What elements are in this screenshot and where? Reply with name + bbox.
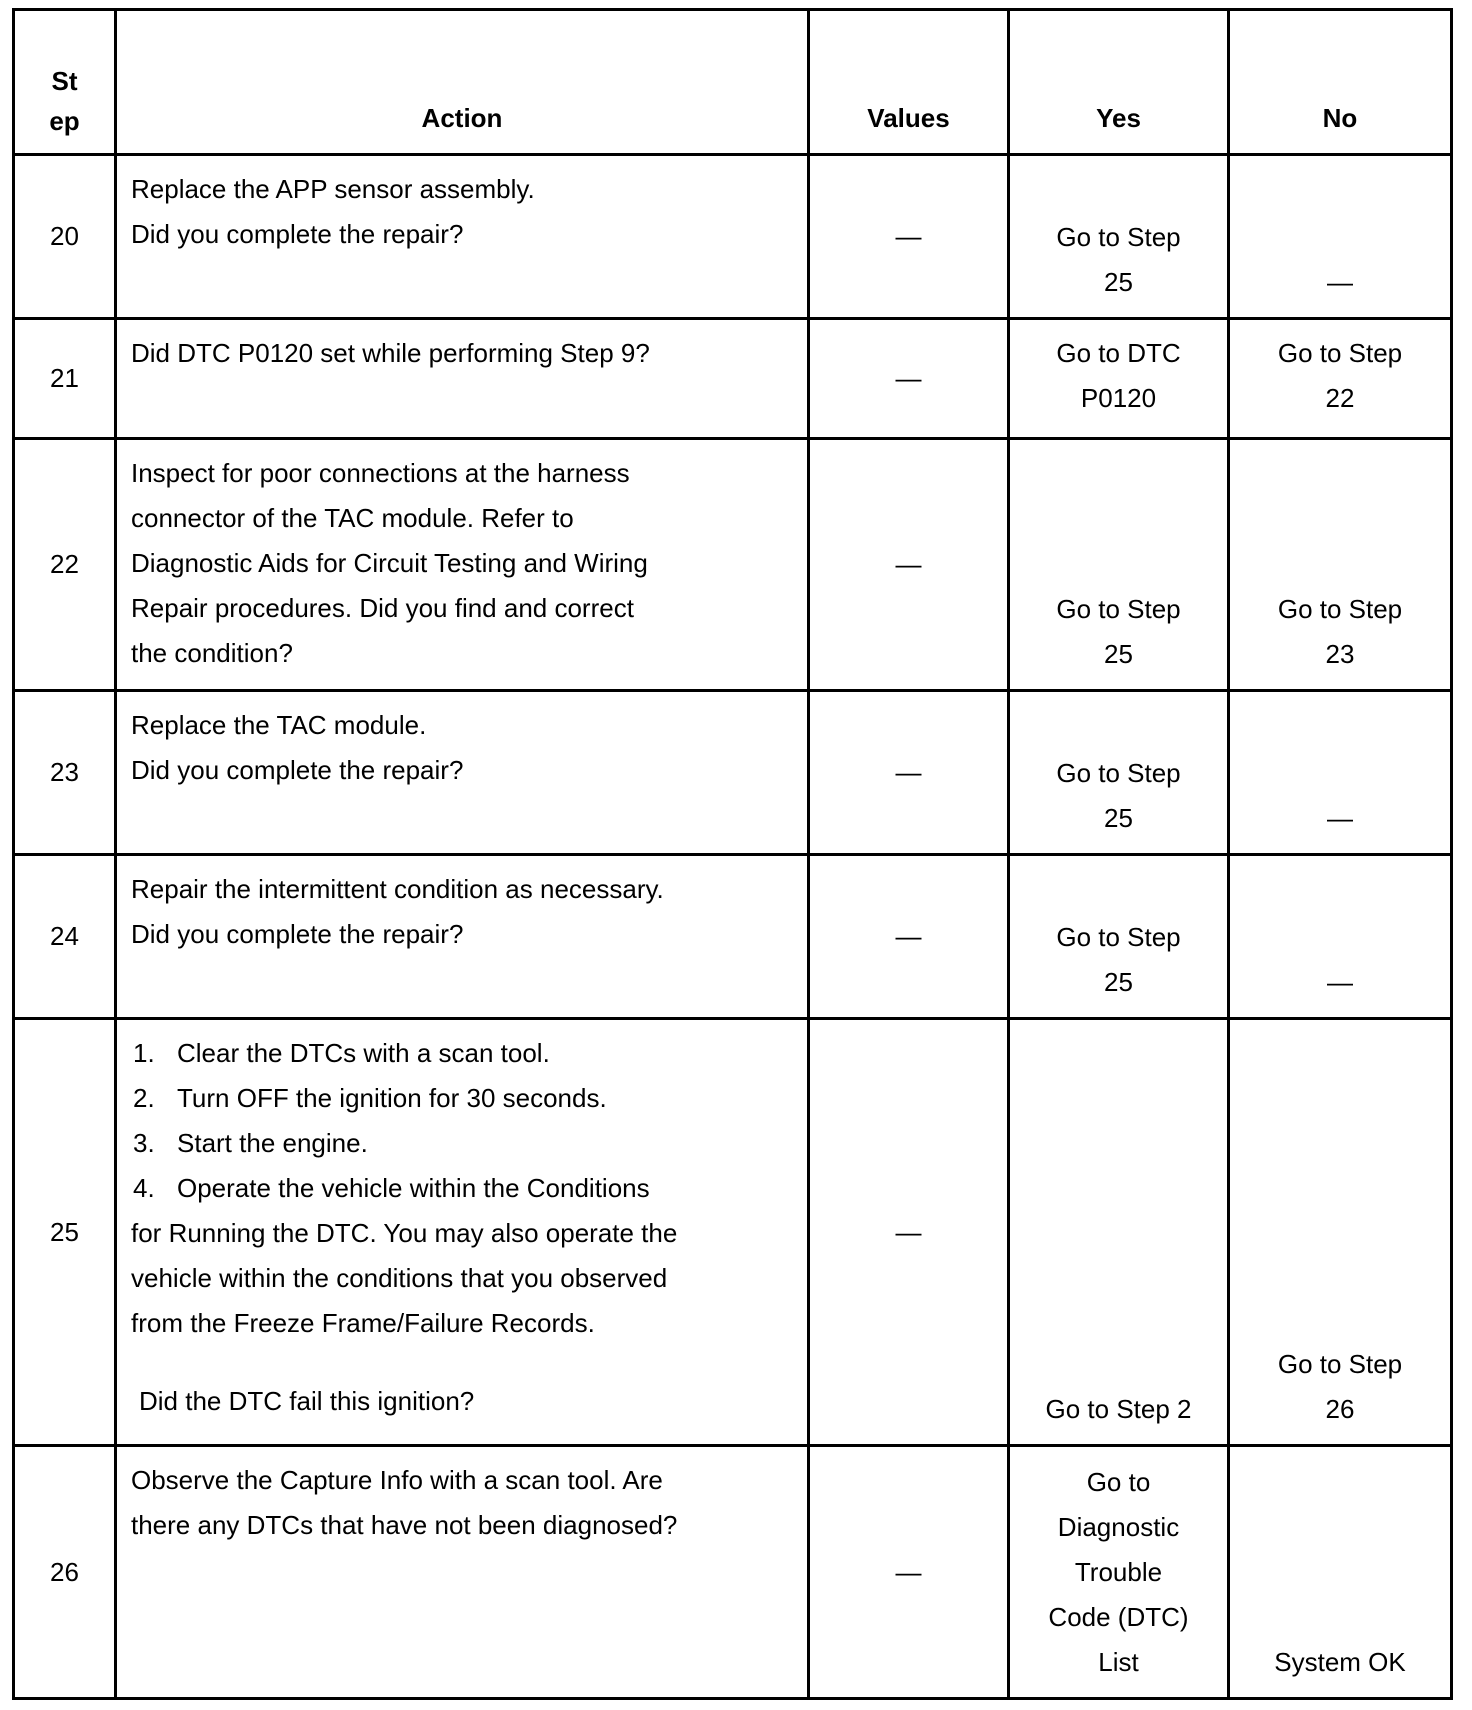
values-cell: — [809, 1446, 1009, 1699]
list-item: 4. Operate the vehicle within the Conditions [133, 1173, 650, 1203]
action-cell: Observe the Capture Info with a scan tool. Are there any DTCs that have not been diagnosed? [116, 1446, 809, 1699]
table-row [14, 1446, 1452, 1699]
table-row [14, 155, 1452, 319]
header-no: No [1229, 10, 1452, 155]
no-cell: — [1229, 155, 1452, 319]
step-number: 23 [14, 691, 116, 855]
table-row [14, 319, 1452, 439]
values-cell: — [809, 319, 1009, 439]
yes-cell: Go to DTC P0120 [1009, 319, 1229, 439]
list-item: 1. Clear the DTCs with a scan tool. [133, 1038, 550, 1068]
header-step: St ep [14, 10, 116, 155]
table-row [14, 855, 1452, 1019]
header-yes: Yes [1009, 10, 1229, 155]
action-cell: Did DTC P0120 set while performing Step 9? [116, 319, 809, 439]
step-number: 22 [14, 439, 116, 691]
action-cell: 1. Clear the DTCs with a scan tool. 2. Turn OFF the ignition for 30 seconds. 3. Start the engine. 4. Operate the vehicle within the Conditions for Running the DTC. You may also operate the vehicle within the conditions that you observed from the Freeze Frame/Failure Records. Did the DTC fail this ignition? [116, 1019, 809, 1446]
yes-cell: Go to Diagnostic Trouble Code (DTC) List [1009, 1446, 1229, 1699]
step-number: 20 [14, 155, 116, 319]
header-action: Action [116, 10, 809, 155]
header-values: Values [809, 10, 1009, 155]
no-cell: Go to Step 23 [1229, 439, 1452, 691]
header-row [14, 10, 1452, 155]
question-text: Did the DTC fail this ignition? [139, 1386, 475, 1416]
yes-cell: Go to Step 25 [1009, 155, 1229, 319]
table-row [14, 439, 1452, 691]
no-cell: Go to Step 26 [1229, 1019, 1452, 1446]
diagnostic-table [12, 8, 1453, 1700]
values-cell: — [809, 155, 1009, 319]
action-cell: Replace the TAC module. Did you complete the repair? [116, 691, 809, 855]
action-cell: Repair the intermittent condition as necessary. Did you complete the repair? [116, 855, 809, 1019]
table-row [14, 691, 1452, 855]
values-cell: — [809, 691, 1009, 855]
yes-cell: Go to Step 25 [1009, 691, 1229, 855]
list-item: 3. Start the engine. [133, 1128, 368, 1158]
values-cell: — [809, 439, 1009, 691]
step-number: 25 [14, 1019, 116, 1446]
yes-cell: Go to Step 25 [1009, 855, 1229, 1019]
step-number: 26 [14, 1446, 116, 1699]
yes-cell: Go to Step 25 [1009, 439, 1229, 691]
no-cell: Go to Step 22 [1229, 319, 1452, 439]
step-number: 21 [14, 319, 116, 439]
list-item: 2. Turn OFF the ignition for 30 seconds. [133, 1083, 607, 1113]
action-cell: Inspect for poor connections at the harness connector of the TAC module. Refer to Diagnostic Aids for Circuit Testing and Wiring Repair procedures. Did you find and correct the condition? [116, 439, 809, 691]
values-cell: — [809, 1019, 1009, 1446]
numbered-list [131, 1031, 793, 1211]
values-cell: — [809, 855, 1009, 1019]
action-cell: Replace the APP sensor assembly. Did you complete the repair? [116, 155, 809, 319]
step-number: 24 [14, 855, 116, 1019]
yes-cell: Go to Step 2 [1009, 1019, 1229, 1446]
no-cell: — [1229, 855, 1452, 1019]
no-cell: — [1229, 691, 1452, 855]
no-cell: System OK [1229, 1446, 1452, 1699]
table-row [14, 1019, 1452, 1446]
